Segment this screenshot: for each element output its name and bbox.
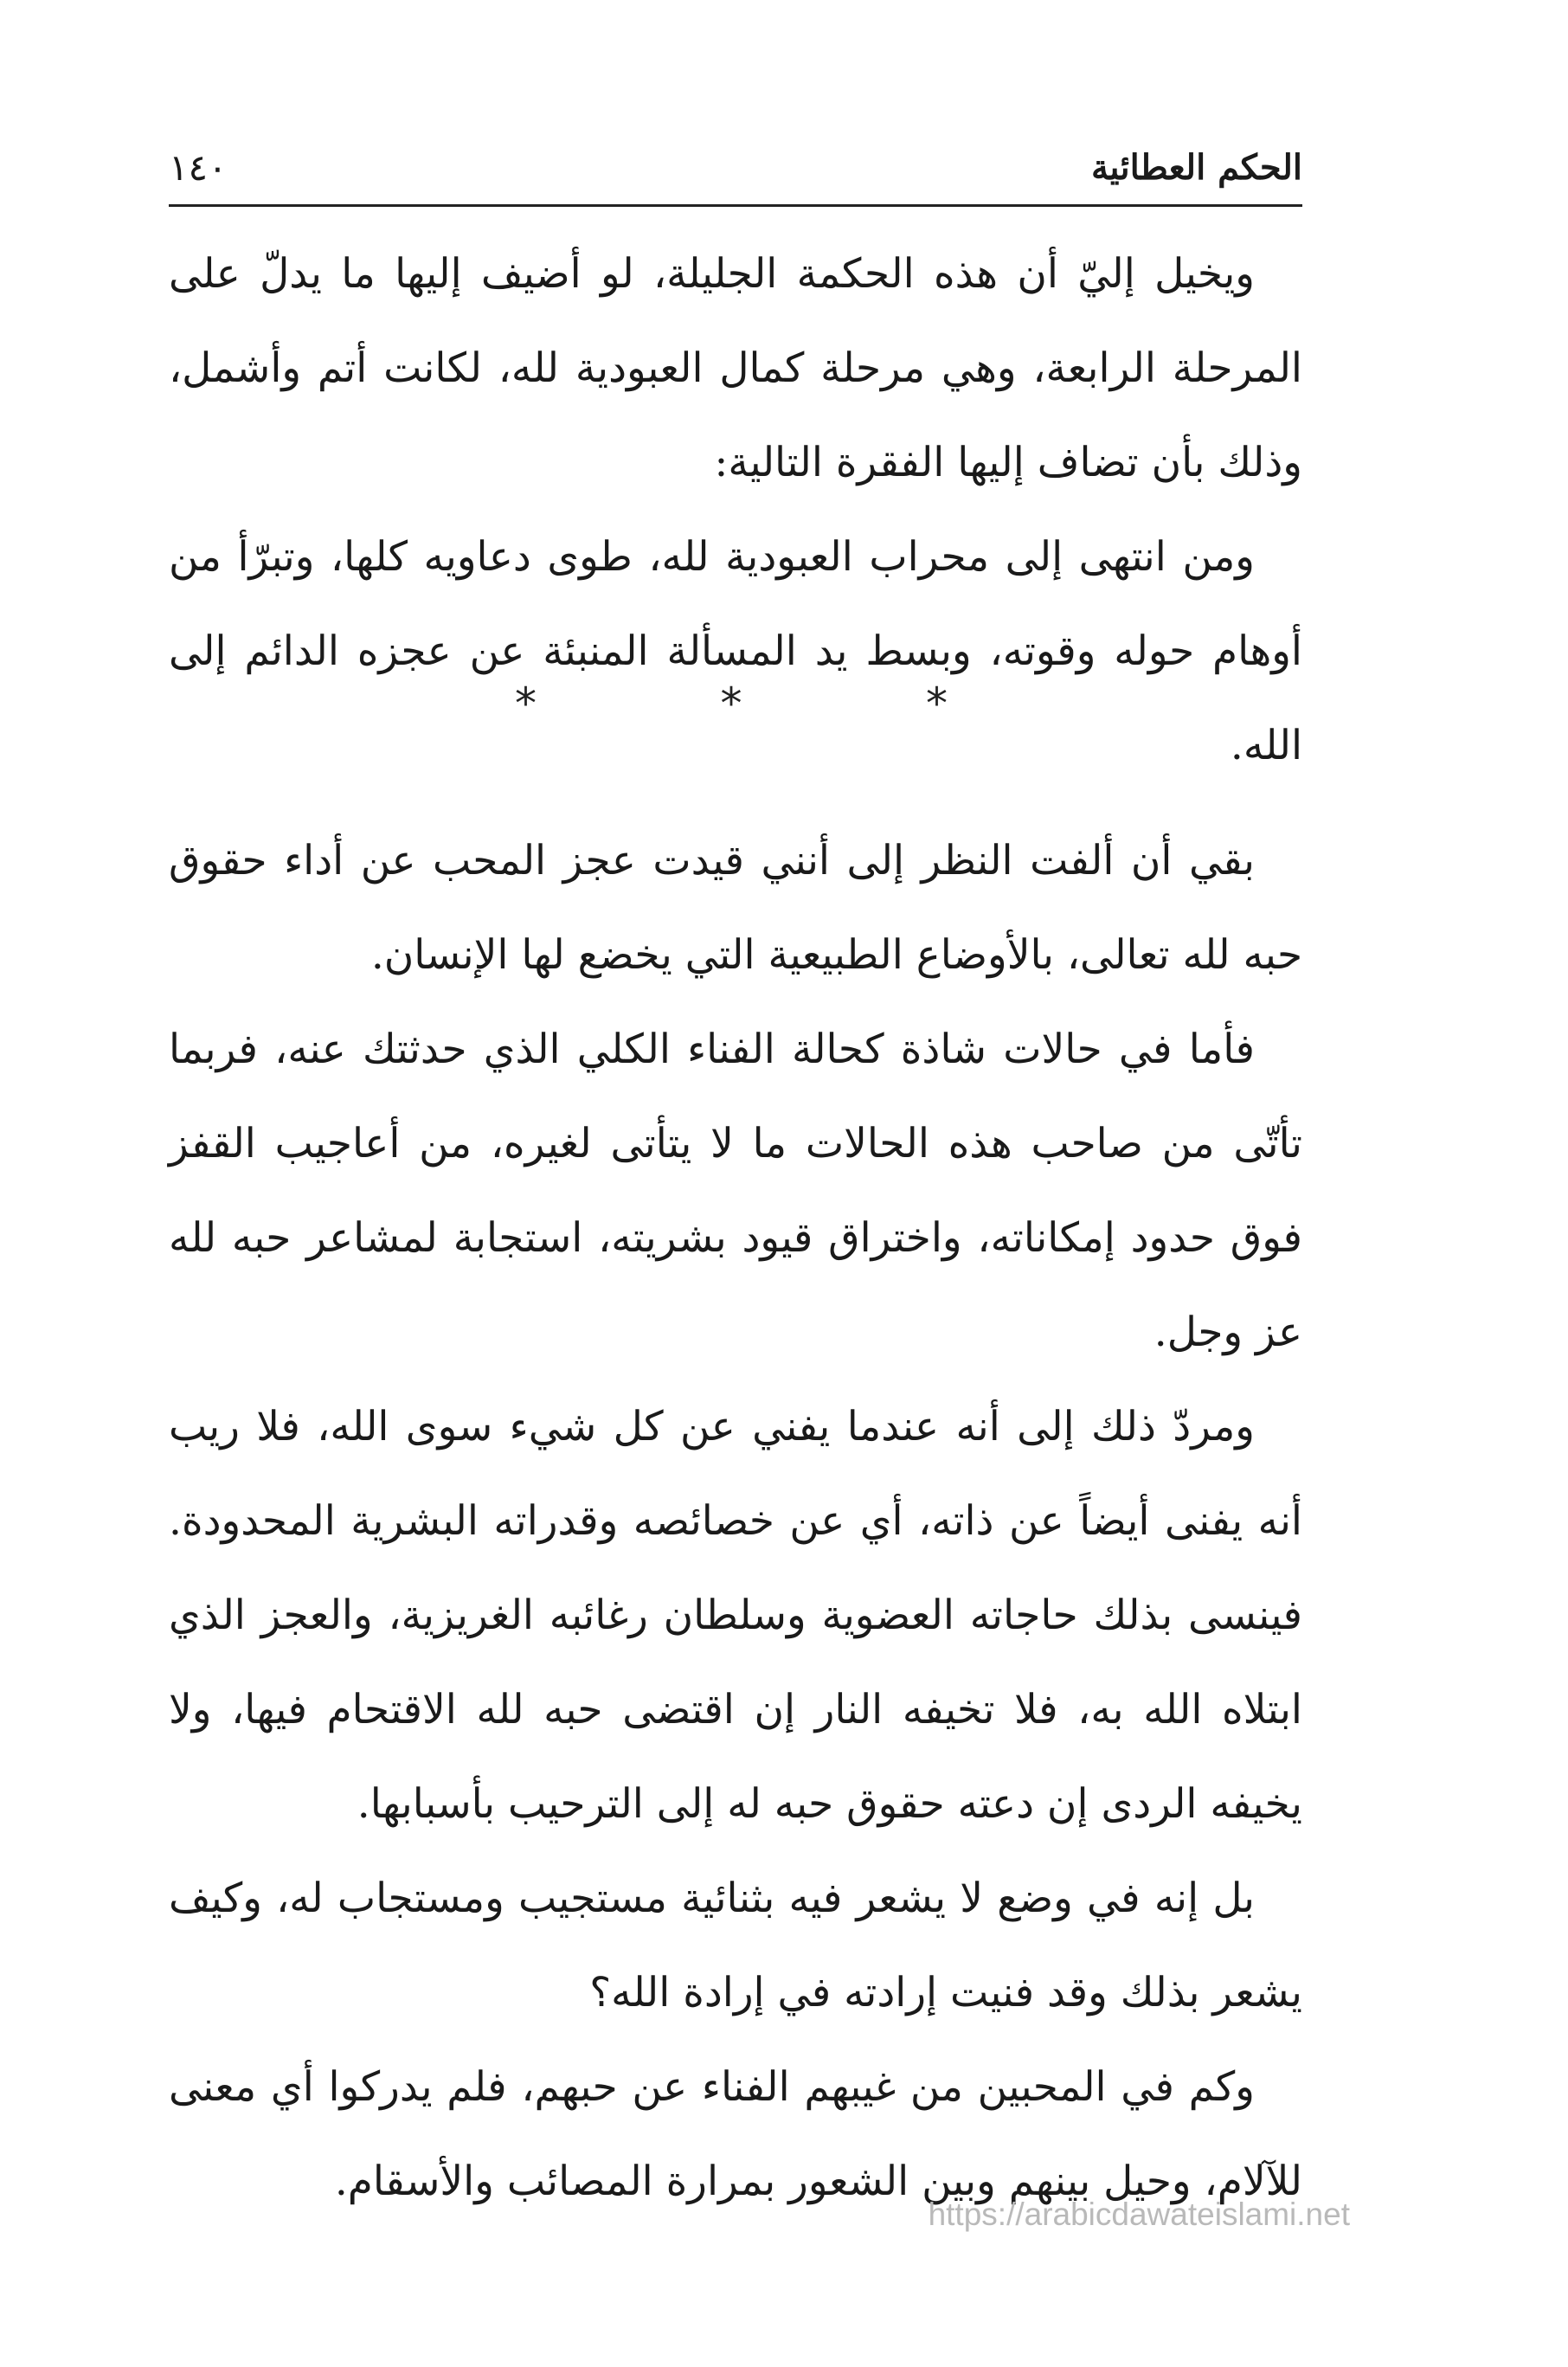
paragraph: ومردّ ذلك إلى أنه عندما يفني عن كل شيء سوى الله، فلا ريب أنه يفنى أيضاً عن ذاته، أي عن خصائصه وقدراته البشرية المحدودة. فينسى بذلك حاجاته العضوية وسلطان رغائبه الغريزية، والعجز الذي ابتلاه الله به، فلا تخيفه النار إن اقتضى حبه لله الاقتحام فيها، ولا يخيفه الردى إن دعته حقوق حبه له إلى الترحيب بأسبابها. [169, 1403, 1302, 1828]
watermark-url: https://arabicdawateislami.net [928, 2197, 1350, 2232]
asterisk-ornament: * [515, 679, 537, 729]
paragraph: بقي أن ألفت النظر إلى أنني قيدت عجز المحب عن أداء حقوق حبه لله تعالى، بالأوضاع الطبيعية التي يخضع لها الإنسان. [169, 837, 1302, 979]
paragraph: بل إنه في وضع لا يشعر فيه بثنائية مستجيب ومستجاب له، وكيف يشعر بذلك وقد فنيت إرادته في إرادة الله؟ [169, 1875, 1302, 2016]
paragraph: ويخيل إليّ أن هذه الحكمة الجليلة، لو أضيف إليها ما يدلّ على المرحلة الرابعة، وهي مرحلة كمال العبودية لله، لكانت أتم وأشمل، وذلك بأن تضاف إليها الفقرة التالية: [169, 250, 1302, 486]
paragraph: وكم في المحبين من غيبهم الفناء عن حبهم، فلم يدركوا أي معنى للآلام، وحيل بينهم وبين الشعور بمرارة المصائب والأسقام. [169, 2063, 1302, 2205]
asterisk-ornament: * [720, 679, 742, 729]
asterisk-ornament: * [926, 679, 948, 729]
header-rule [169, 204, 1302, 207]
section-separator [515, 673, 948, 734]
page-number: ١٤٠ [169, 145, 228, 189]
running-header [169, 137, 1302, 197]
header-title: الحكم العطائية [1090, 146, 1302, 188]
paragraph: ومن انتهى إلى محراب العبودية لله، طوى دعاويه كلها، وتبرّأ من أوهام حوله وقوته، وبسط يد المسألة المنبئة عن عجزه الدائم إلى الله. [169, 533, 1302, 769]
text-block-2 [169, 814, 1302, 2229]
paragraph: فأما في حالات شاذة كحالة الفناء الكلي الذي حدثتك عنه، فربما تأتّى من صاحب هذه الحالات ما لا يتأتى لغيره، من أعاجيب القفز فوق حدود إمكاناته، واختراق قيود بشريته، استجابة لمشاعر حبه لله عز وجل. [169, 1026, 1302, 1356]
